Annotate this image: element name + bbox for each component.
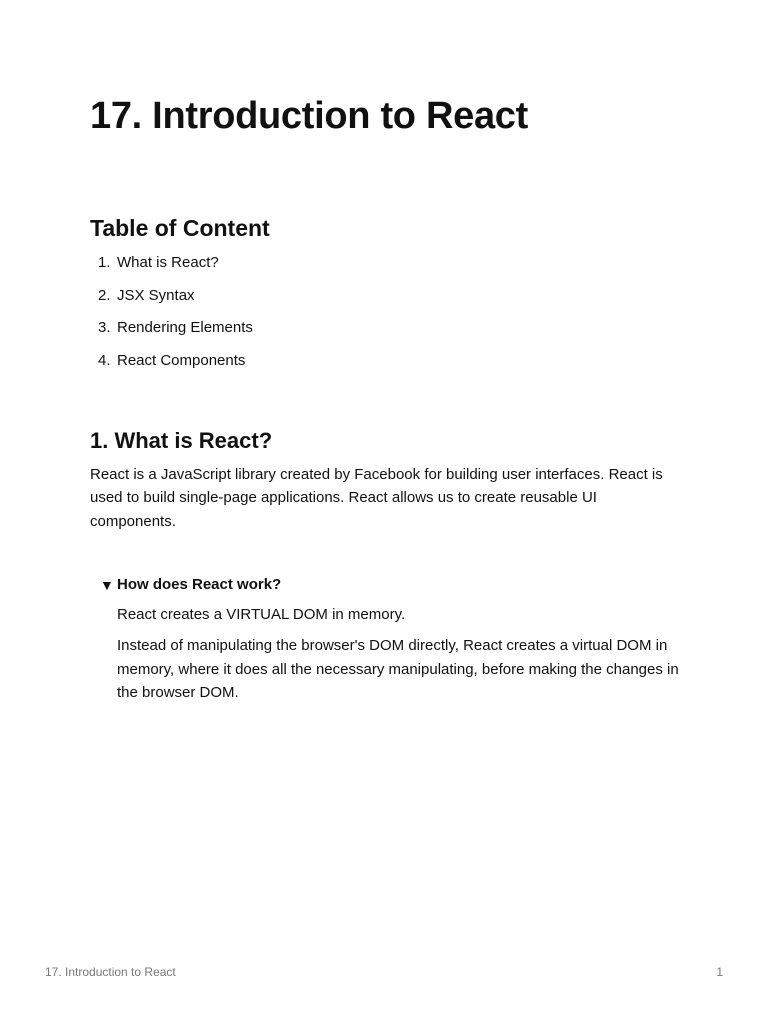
toc-item-number: 3. xyxy=(98,319,111,336)
triangle-down-icon[interactable]: ▼ xyxy=(100,577,114,593)
toc-item-label: Rendering Elements xyxy=(117,319,253,336)
footer-title: 17. Introduction to React xyxy=(45,965,176,979)
toggle-content xyxy=(117,603,680,712)
toc-item[interactable] xyxy=(90,284,253,317)
section-paragraph: React is a JavaScript library created by Facebook for building user interfaces. React is used to build single-page applications. React allows us to create reusable UI components. xyxy=(90,466,663,530)
toc-item-label: React Components xyxy=(117,351,246,369)
footer-page-number: 1 xyxy=(716,965,723,979)
toc-item[interactable] xyxy=(90,349,253,382)
toggle-block xyxy=(100,573,680,701)
toc-item[interactable] xyxy=(90,251,253,284)
page-title: 17. Introduction to React xyxy=(90,95,528,137)
toggle-paragraph: React creates a VIRTUAL DOM in memory. xyxy=(117,606,406,623)
toc-item-label: JSX Syntax xyxy=(117,286,195,304)
toggle-summary[interactable] xyxy=(100,573,680,597)
section-heading: 1. What is React? xyxy=(90,428,273,453)
toc-item[interactable] xyxy=(90,316,253,349)
table-of-contents xyxy=(90,251,253,381)
toggle-paragraph: Instead of manipulating the browser's DOM directly, React creates a virtual DOM in memory, where it does all the necessary manipulating, before making the changes in the browser DOM. xyxy=(117,637,679,701)
toc-item-number: 4. xyxy=(98,351,111,369)
toggle-summary-label: How does React work? xyxy=(117,576,282,593)
toc-item-number: 2. xyxy=(98,286,111,304)
toc-heading: Table of Content xyxy=(90,215,270,241)
toc-item-number: 1. xyxy=(98,254,111,271)
toc-item-label: What is React? xyxy=(117,254,219,271)
